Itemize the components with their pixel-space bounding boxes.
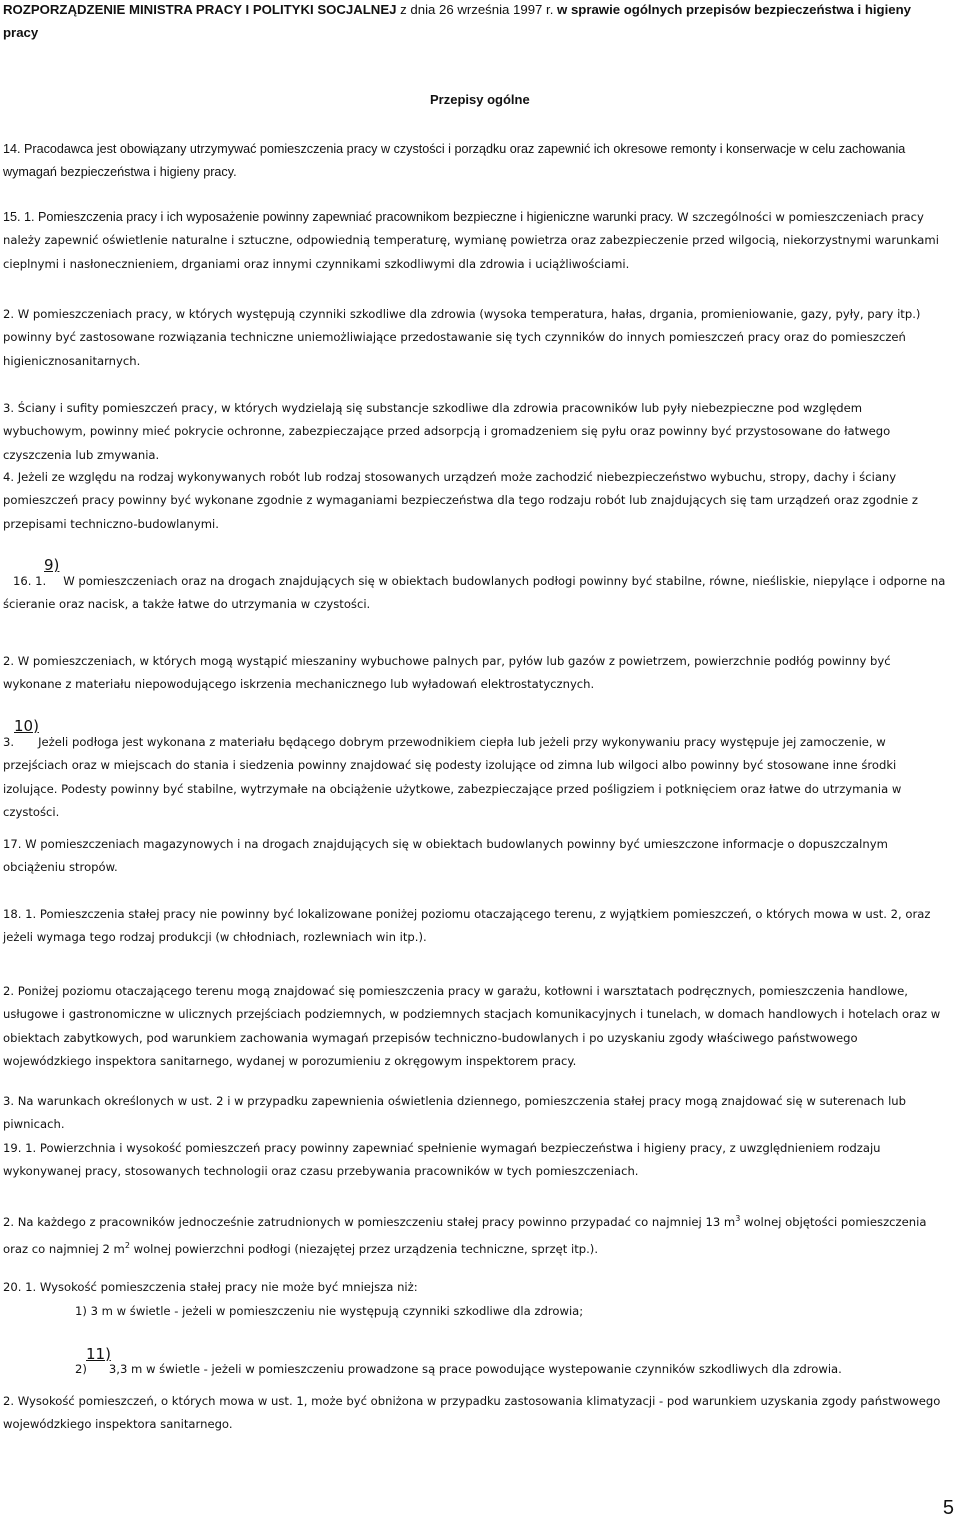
cubic-superscript: 3 <box>735 1214 741 1223</box>
regulation-date: z dnia 26 września 1997 r. <box>400 2 554 17</box>
page-number: 5 <box>942 1497 954 1519</box>
paragraph-20-2: 2. Wysokość pomieszczeń, o których mowa w ust. 1, może być obniżona w przypadku zastosowania klimatyzacji - pod warunkiem uzyskania zgody państwowego wojewódzkiego inspektora sanitarnego. <box>3 1394 941 1432</box>
paragraph-16-2: 2. W pomieszczeniach, w których mogą wystąpić mieszaniny wybuchowe palnych par, pyłów lub gazów z powietrzem, powierzchnie podłóg powinny być wykonane z materiału niepowodującego iskrzenia mechanicznego lub wyładowań elektrostatycznych. <box>3 654 891 692</box>
paragraph-20-1-item-2 <box>3 1358 946 1381</box>
paragraph-15-1-lead: 15. 1. Pomieszczenia pracy i ich wyposażenie powinny zapewniać pracownikom bezpieczne i higieniczne warunki pracy. <box>3 210 674 224</box>
paragraph-18-1: 18. 1. Pomieszczenia stałej pracy nie powinny być lokalizowane poniżej poziomu otaczającego terenu, z wyjątkiem pomieszczeń, o których mowa w ust. 2, oraz jeżeli wymaga tego rodzaj produkcji (w chłodniach, rozlewniach win itp.). <box>3 907 931 945</box>
paragraph-16-1-number: 16. 1. <box>13 574 47 588</box>
paragraph-20-1: 20. 1. Wysokość pomieszczenia stałej pracy nie może być mniejsza niż: <box>3 1280 418 1294</box>
paragraph-15-4: 4. Jeżeli ze względu na rodzaj wykonywanych robót lub rodzaj stosowanych urządzeń może zachodzić niebezpieczeństwo wybuchu, stropy, dachy i ściany pomieszczeń pracy powinny być wykonane zgodnie z wymaganiami bezpieczeństwa dla tego rodzaju robót lub znajdujących się tam urządzeń oraz zgodnie z przepisami techniczno-budowlanymi. <box>3 470 918 531</box>
paragraph-20-1-item-1: 1) 3 m w świetle - jeżeli w pomieszczeniu nie występują czynniki szkodliwe dla zdrowia; <box>75 1304 584 1318</box>
footnote-ref-11: 11) <box>86 1345 111 1363</box>
paragraph-16-3-number: 3. <box>3 735 15 749</box>
paragraph-19-2-part3: wolnej powierzchni podłogi (niezajętej przez urządzenia techniczne, sprzęt itp.). <box>129 1242 599 1257</box>
paragraph-19-2 <box>3 1207 946 1262</box>
paragraph-16-3 <box>3 731 946 824</box>
document-header <box>3 0 946 44</box>
paragraph-15-1-rest: W szczególności w pomieszczeniach pracy należy zapewnić oświetlenie naturalne i sztuczne, odpowiednią temperaturę, wymianę powietrza oraz zabezpieczenie przed wilgocią, niekorzystnymi warunkami cieplnymi i nasłonecznieniem, drganiami oraz innymi czynnikami szkodliwymi dla zdrowia i uciążliwościami. <box>3 210 939 271</box>
paragraph-19-2-part2: wolnej objętości pomieszczenia oraz co najmniej 2 m <box>3 1215 927 1257</box>
footnote-ref-10: 10) <box>14 717 39 735</box>
section-title: Przepisy ogólne <box>430 92 530 107</box>
item-2-number: 2) <box>75 1362 87 1376</box>
footnote-ref-9: 9) <box>44 556 60 574</box>
paragraph-15-1 <box>3 206 946 276</box>
paragraph-15-3: 3. Ściany i sufity pomieszczeń pracy, w których wydzielają się substancje szkodliwe dla zdrowia pracowników lub pyły niebezpieczne pod względem wybuchowym, powinny mieć pokrycie ochronne, zabezpieczające przed adsorpcją i gromadzeniem się pyłu oraz powinny być przystosowane do łatwego czyszczenia lub zmywania. <box>3 401 891 462</box>
paragraph-15-2: 2. W pomieszczeniach pracy, w których występują czynniki szkodliwe dla zdrowia (wysoka temperatura, hałas, drgania, promieniowanie, gazy, pyły, pary itp.) powinny być zastosowane rozwiązania techniczne uniemożliwiające przedostawanie się tych czynników do innych pomieszczeń pracy oraz do pomieszczeń higienicznosanitarnych. <box>3 307 921 368</box>
paragraph-16-1-text: W pomieszczeniach oraz na drogach znajdujących się w obiektach budowlanych podłogi powinny być stabilne, równe, nieśliskie, niepylące i odporne na ścieranie oraz nacisk, a także łatwe do utrzymania w czystości. <box>3 574 946 612</box>
paragraph-16-1 <box>3 570 946 617</box>
paragraph-16-3-text: Jeżeli podłoga jest wykonana z materiału będącego dobrym przewodnikiem ciepła lub jeżeli przy wykonywaniu pracy występuje jej zamoczenie, w przejściach oraz w miejscach do stania i siedzenia powinny znajdować się podesty izolujące od zimna lub wilgoci albo powinny być stosowane inne środki izolujące. Podesty powinny być stabilne, wytrzymałe na obciążenie użytkowe, zabezpieczające przed pośligziem i potknięciem oraz łatwe do utrzymania w czystości. <box>3 735 902 819</box>
paragraph-19-1: 19. 1. Powierzchnia i wysokość pomieszczeń pracy powinny zapewniać spełnienie wymagań bezpieczeństwa i higieny pracy, z uwzględnieniem rodzaju wykonywanej pracy, stosowanych technologii oraz czasu przebywania pracowników w tych pomieszczeniach. <box>3 1141 881 1179</box>
paragraph-19-2-part1: 2. Na każdego z pracowników jednocześnie zatrudnionych w pomieszczeniu stałej pracy powinno przypadać co najmniej 13 m <box>3 1215 736 1229</box>
paragraph-17: 17. W pomieszczeniach magazynowych i na drogach znajdujących się w obiektach budowlanych powinny być umieszczone informacje o dopuszczalnym obciążeniu stropów. <box>3 837 888 875</box>
regulation-title: ROZPORZĄDZENIE MINISTRA PRACY I POLITYKI SOCJALNEJ <box>3 2 397 17</box>
regulation-subject: w sprawie ogólnych przepisów bezpieczeństwa i higieny pracy <box>3 2 911 40</box>
square-superscript: 2 <box>124 1241 130 1251</box>
paragraph-18-2: 2. Poniżej poziomu otaczającego terenu mogą znajdować się pomieszczenia pracy w garażu, kotłowni i warsztatach podręcznych, pomieszczenia handlowe, usługowe i gastronomiczne w ulicznych przejściach podziemnych, w podziemnych stacjach komunikacyjnych i tunelach, w domach handlowych i hotelach oraz w obiektach zabytkowych, pod warunkiem zachowania wymagań przepisów techniczno-budowlanych i po uzyskaniu zgody właściwego państwowego wojewódzkiego inspektora sanitarnego, wydanej w porozumieniu z okręgowym inspektorem pracy. <box>3 984 941 1068</box>
paragraph-18-3: 3. Na warunkach określonych w ust. 2 i w przypadku zapewnienia oświetlenia dziennego, pomieszczenia stałej pracy mogą znajdować się w suterenach lub piwnicach. <box>3 1094 906 1132</box>
paragraph-14: 14. Pracodawca jest obowiązany utrzymywać pomieszczenia pracy w czystości i porządku oraz zapewnić ich okresowe remonty i konserwacje w celu zachowania wymagań bezpieczeństwa i higieny pracy. <box>3 142 906 180</box>
item-2-text: 3,3 m w świetle - jeżeli w pomieszczeniu prowadzone są prace powodujące wystepowanie czynników szkodliwych dla zdrowia. <box>108 1362 842 1376</box>
